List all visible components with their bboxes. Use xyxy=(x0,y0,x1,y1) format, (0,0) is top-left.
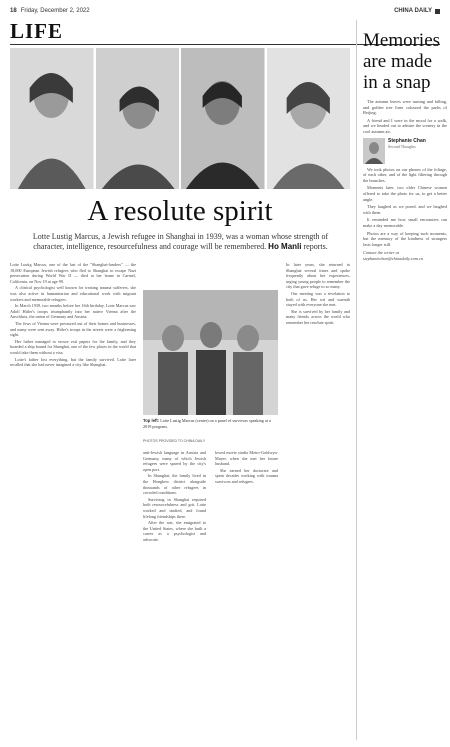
deck xyxy=(28,232,333,252)
portrait-photo-1 xyxy=(10,48,94,189)
sidebar-paragraph: They laughed as we posed, and we laughed with them. xyxy=(363,204,447,215)
page-number: 18 xyxy=(10,8,17,14)
article-column-2 xyxy=(143,450,206,544)
caption-text: Lotte Lustig Marcus (center) on a panel of survivors speaking at a 2019 program. xyxy=(143,418,271,429)
paragraph: The Jews of Vienna were pressured out of their homes and businesses, and many were sent away. Hitler's troops in the streets were a frightening sight. xyxy=(10,320,136,338)
paragraph: In March 1939, two months before her 16th birthday, Lotte Marcus saw Adolf Hitler's troops triumphantly into her native Vienna after the Anschluss, the union of Germany and Austria. xyxy=(10,303,136,320)
page-header xyxy=(10,6,440,16)
paragraph: Her father managed to secure exit papers for the family, and they boarded a ship bound for Shanghai, one of the few places in the world that would take them without a visa. xyxy=(10,338,136,355)
paragraph: After the war, she emigrated to the United States, where she built a career as a psychologist and advocate. xyxy=(143,520,206,542)
photo-strip xyxy=(10,48,350,189)
article-column-3 xyxy=(215,450,278,486)
paragraph: Lotte's father lost everything, but the family survived. Lotte later recalled that she had never imagined a city like Shanghai. xyxy=(10,356,136,368)
paragraph: She earned her doctorate and spent decades working with trauma survivors and refugees. xyxy=(215,467,278,484)
article-column-4 xyxy=(286,262,350,327)
byline-author: Ho Manli xyxy=(268,242,302,251)
sidebar-paragraph: Photos are a way of keeping such moments, but the memory of the kindness of strangers lasts longer still. xyxy=(363,230,447,247)
column-name: Second Thoughts xyxy=(388,143,416,149)
sidebar-paragraph: Moments later, two older Chinese women offered to take the photo for us, to get a better angle. xyxy=(363,185,447,202)
section-title: LIFE xyxy=(10,19,64,43)
sidebar-body xyxy=(363,99,447,247)
paragraph: lowed movie studio Metro-Goldwyn-Mayer, when she met her future husband. xyxy=(215,450,278,467)
paragraph: Lotte Lustig Marcus, one of the last of the "Shanghai-landers" — the 18,000 European Jewish refugees who fled to Shanghai to escape Nazi persecution during World War II — died at her home in Carmel, California, on Nov 19 at age 99. xyxy=(10,262,136,284)
article-column-1 xyxy=(10,262,136,369)
sidebar-paragraph: We took photos on our phones of the foliage, of each other, and of the light filtering through the branches. xyxy=(363,166,447,183)
sidebar-title: Memories are made in a snap xyxy=(363,30,441,93)
sidebar-paragraph: It reminded me how small encounters can make a day memorable. xyxy=(363,217,447,228)
headline: A resolute spirit xyxy=(87,195,273,227)
column-sidebar xyxy=(356,20,447,740)
caption-label: Top left: xyxy=(143,418,160,423)
logo-icon xyxy=(435,9,440,14)
sidebar-paragraph: A friend and I were in the mood for a walk, and we headed out to admire the scenery in the cool autumn air. xyxy=(363,117,447,134)
paragraph: In Shanghai, the family lived in the Hongkew district alongside thousands of other refugees in crowded conditions. xyxy=(143,473,206,496)
portrait-photo-4 xyxy=(267,48,351,189)
issue-date: Friday, December 2, 2022 xyxy=(20,8,90,14)
portrait-photo-3 xyxy=(181,48,265,189)
sidebar-contact: Contact the writer at stephaniechan@chinadaily.com.cn xyxy=(363,250,424,261)
paragraph: A clinical psychologist well known for treating trauma sufferers, she was also active in humanitarian and educational work with migrant workers and memorable refugees. xyxy=(10,285,136,302)
paragraph: In later years, she returned to Shanghai several times and spoke frequently about her experiences, urging young people to remember the city that gave refuge to so many. xyxy=(286,262,350,290)
inset-photo xyxy=(143,290,278,415)
sidebar-paragraph: The autumn leaves were turning and falling, and golden tree lines coloured the parks of Beijing. xyxy=(363,99,447,116)
paragraph: anti-Jewish language in Austria and Germany, many of which Jewish refugees were spared by the city's open port. xyxy=(143,450,206,472)
columnist-name: Stephanie Chan xyxy=(388,137,426,144)
columnist-block xyxy=(363,138,447,164)
byline-suffix: reports. xyxy=(301,242,328,251)
paragraph: She is survived by her family and many friends across the world who remember her resolute spirit. xyxy=(286,308,350,325)
article-body xyxy=(10,262,350,740)
publication-name: CHINA DAILY xyxy=(394,8,432,14)
paragraph: Surviving in Shanghai required both resourcefulness and grit. Lotte worked and studied, and found lifelong friendships there. xyxy=(143,496,206,519)
portrait-photo-2 xyxy=(96,48,180,189)
paragraph: Our meeting was a revelation to both of us. Her wit and warmth stayed with everyone she met. xyxy=(286,290,350,308)
photo-caption xyxy=(143,418,278,429)
columnist-avatar xyxy=(363,138,385,164)
photo-credit: PHOTOS PROVIDED TO CHINA DAILY xyxy=(143,439,206,443)
masthead xyxy=(394,8,440,14)
deck-text: Lotte Lustig Marcus, a Jewish refugee in Shanghai in 1939, was a woman whose strength of character, intelligence, resourcefulness and courage will be remembered. xyxy=(32,232,329,251)
